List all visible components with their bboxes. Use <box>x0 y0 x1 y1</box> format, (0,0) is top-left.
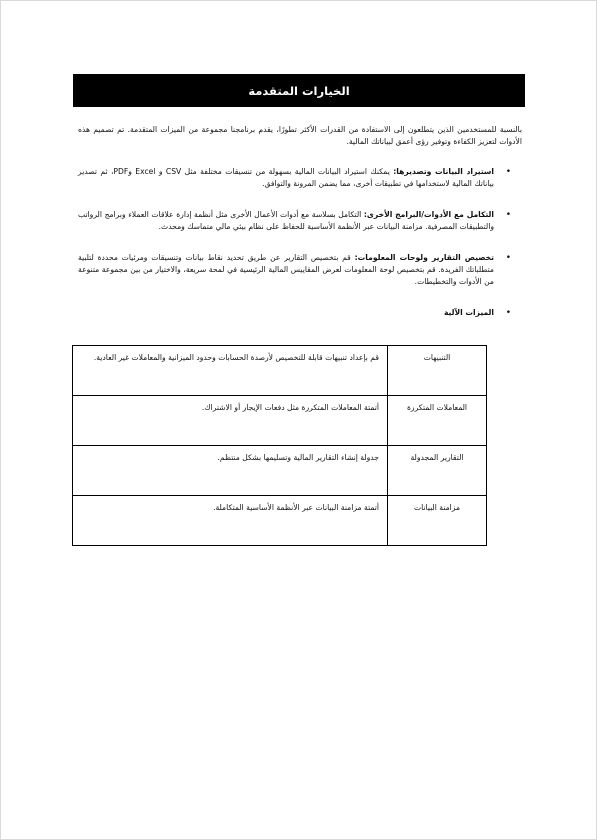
feature-text: قم بتخصيص التقارير عن طريق تحديد نقاط بيانات وتنسيقات ومرئيات محددة لتلبية متطلباتك الفريدة. قم بتخصيص لوحة المعلومات لعرض المقاييس المالية الرئيسية في لمحة سريعة، والاختيار من بين مجموعة متنوعة من الأدوات والتخطيطات. <box>78 253 494 286</box>
table-cell-name: المعاملات المتكررة <box>388 396 487 446</box>
table-cell-desc: قم بإعداد تنبيهات قابلة للتخصيص لأرصدة الحسابات وحدود الميزانية والمعاملات غير العادية. <box>73 346 388 396</box>
table-cell-desc: أتمتة المعاملات المتكررة مثل دفعات الإيجار أو الاشتراك. <box>73 396 388 446</box>
feature-item <box>78 307 494 319</box>
table-cell-name: مزامنة البيانات <box>388 496 487 546</box>
feature-title: تخصيص التقارير ولوحات المعلومات: <box>354 253 494 262</box>
content-area <box>78 124 522 338</box>
feature-title: الميزات الآلية <box>443 308 494 317</box>
table-cell-desc: أتمتة مزامنة البيانات عبر الأنظمة الأساسية المتكاملة. <box>73 496 388 546</box>
feature-title: استيراد البيانات وتصديرها: <box>393 167 494 176</box>
features-table <box>72 345 487 546</box>
section-title: الخيارات المتقدمة <box>248 83 350 98</box>
table-row <box>73 346 487 396</box>
feature-text: التكامل بسلاسة مع أدوات الأعمال الأخرى مثل أنظمة إدارة علاقات العملاء وبرامج الرواتب والتطبيقات المصرفية. مزامنة البيانات عبر الأنظمة الأساسية للحفاظ على نظام بيئي مالي متماسك ومحدث. <box>78 210 494 231</box>
feature-item <box>78 166 494 190</box>
feature-text: يمكنك استيراد البيانات المالية بسهولة من تنسيقات مختلفة مثل CSV و Excel وPDF، ثم تصدير بياناتك المالية لاستخدامها في تطبيقات أخرى، مما يضمن المرونة والتوافق. <box>78 167 494 188</box>
table-row <box>73 396 487 446</box>
intro-paragraph: بالنسبة للمستخدمين الذين يتطلعون إلى الاستفادة من القدرات الأكثر تطورًا، يقدم برنامجنا مجموعة من الميزات المتقدمة. تم تصميم هذه الأدوات لتعزيز الكفاءة وتوفير رؤى أعمق لبياناتك المالية. <box>78 125 522 146</box>
section-title-bar <box>73 74 525 107</box>
features-table-wrapper <box>72 345 487 546</box>
table-row <box>73 496 487 546</box>
table-cell-name: التنبيهات <box>388 346 487 396</box>
features-list <box>78 166 522 319</box>
table-cell-desc: جدولة إنشاء التقارير المالية وتسليمها بشكل منتظم. <box>73 446 388 496</box>
feature-item <box>78 209 494 233</box>
table-cell-name: التقارير المجدولة <box>388 446 487 496</box>
feature-title: التكامل مع الأدوات/البرامج الأخرى: <box>363 210 494 219</box>
feature-item <box>78 252 494 288</box>
table-row <box>73 446 487 496</box>
